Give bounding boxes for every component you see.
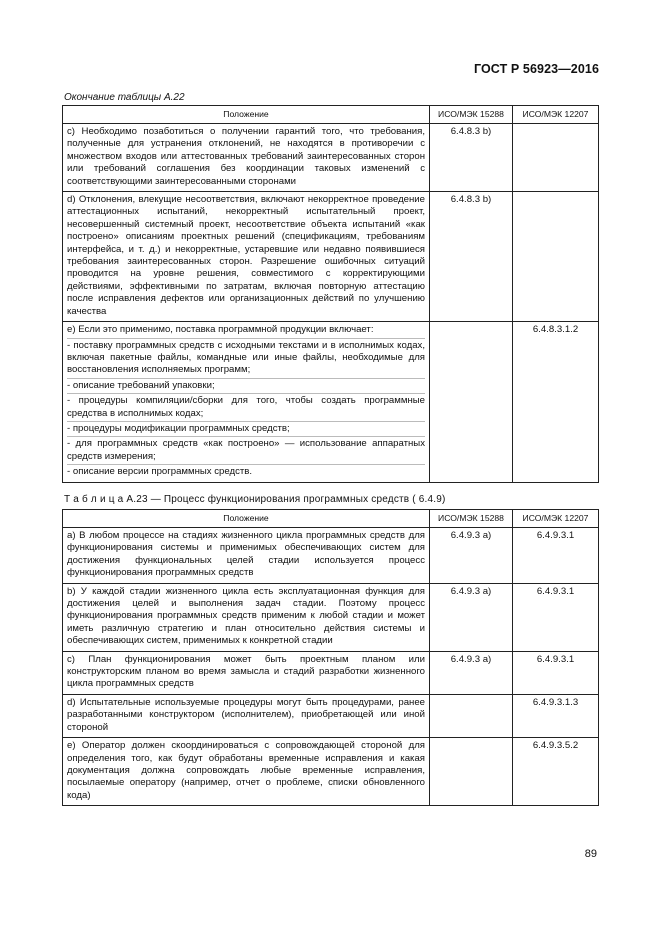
list-item: - описание требований упаковки; xyxy=(67,378,425,392)
iso15288-cell: 6.4.8.3 b) xyxy=(430,192,513,322)
iso12207-cell: 6.4.9.3.1 xyxy=(513,528,599,584)
position-cell: а) В любом процессе на стадиях жизненного цикла программных средств для функционирования системы и применимых обеспечивающих систем для достижения функциональных целей стадии используется процесс функционирования программных средств xyxy=(63,528,430,584)
iso15288-cell xyxy=(430,694,513,737)
position-cell: d) Испытательные используемые процедуры могут быть процедурами, ранее разработанными конструктором (исполнителем), приобретающей или иной стороной xyxy=(63,694,430,737)
column-header-iso12207: ИСО/МЭК 12207 xyxy=(513,106,599,124)
list-item: - процедуры компиляции/сборки для того, чтобы создать программные средства в исполнимых кодах; xyxy=(67,395,425,419)
iso15288-cell: 6.4.8.3 b) xyxy=(430,124,513,192)
table-header-row xyxy=(63,106,599,124)
column-header-iso15288: ИСО/МЭК 15288 xyxy=(430,510,513,528)
standard-code: ГОСТ Р 56923—2016 xyxy=(473,62,599,76)
iso12207-cell xyxy=(513,192,599,322)
table-a23-caption: Т а б л и ц а А.23 — Процесс функционирования программных средств ( 6.4.9) xyxy=(64,494,446,505)
table-a22 xyxy=(62,105,599,483)
position-cell xyxy=(63,322,430,482)
table-row xyxy=(63,192,599,322)
position-cell: d) Отклонения, влекущие несоответствия, включают некорректное проведение аттестационных испытаний, некорректный испытательный проект, несовершенный системный проект, несоответствие объекта испытаний «как построено» описаниям проектных решений (спецификациям, требованиям интерфейса, и т. д.) и некорректные, устаревшие или недавно появившиеся требования заинтересованных сторон. Разрешение ошибочных ситуаций проводится на уровне решения, совместимого с корректирующими действиями, эффективными по затратам, включая повторную аттестацию после исправления дефектов или организационных действий по улучшению качества xyxy=(63,192,430,322)
iso15288-cell: 6.4.9.3 a) xyxy=(430,651,513,694)
position-cell: е) Оператор должен скоординироваться с сопровождающей стороной для определения того, как будут обработаны временные исправления и какая документация должна сопровождать любые временные исправления, посылаемые оператору (например, отчет о проблеме, списки обновленного кода) xyxy=(63,738,430,806)
table-row xyxy=(63,124,599,192)
list-item: - для программных средств «как построено» — использование аппаратных средств измерения; xyxy=(67,438,425,462)
position-cell: с) План функционирования может быть проектным планом или конструкторским планом во время замысла и стадий разработки жизненного цикла программных средств xyxy=(63,651,430,694)
column-header-position: Положение xyxy=(63,510,430,528)
list-item: - описание версии программных средств. xyxy=(67,464,425,478)
position-cell: с) Необходимо позаботиться о получении гарантий того, что требования, полученные для устранения отклонений, не находятся в противоречии с множеством входов или аттестованных требований заинтересованных сторон или требований соглашения без координации таковых изменений с соответствующими заинтересованными сторонами xyxy=(63,124,430,192)
iso12207-cell xyxy=(513,124,599,192)
list-item: - поставку программных средств с исходными текстами и в исполнимых кодах, включая пакетные файлы, командные или иные файлы, необходимые для восстановления исполняемых программ; xyxy=(67,339,425,376)
iso15288-cell: 6.4.9.3 a) xyxy=(430,528,513,584)
iso15288-cell xyxy=(430,322,513,482)
iso12207-cell: 6.4.9.3.1.3 xyxy=(513,694,599,737)
page-number: 89 xyxy=(584,848,597,860)
iso15288-cell: 6.4.9.3 a) xyxy=(430,583,513,651)
table-row xyxy=(63,738,599,806)
table-header-row xyxy=(63,510,599,528)
item-intro: е) Если это применимо, поставка программной продукции включает: xyxy=(67,324,374,336)
iso12207-cell: 6.4.8.3.1.2 xyxy=(513,322,599,482)
column-header-iso15288: ИСО/МЭК 15288 xyxy=(430,106,513,124)
iso12207-cell: 6.4.9.3.1 xyxy=(513,583,599,651)
table-a23 xyxy=(62,509,599,806)
column-header-iso12207: ИСО/МЭК 12207 xyxy=(513,510,599,528)
iso12207-cell: 6.4.9.3.5.2 xyxy=(513,738,599,806)
table-row xyxy=(63,528,599,584)
table-row xyxy=(63,651,599,694)
table-row xyxy=(63,583,599,651)
list-item: - процедуры модификации программных средств; xyxy=(67,421,425,435)
iso15288-cell xyxy=(430,738,513,806)
column-header-position: Положение xyxy=(63,106,430,124)
table-row xyxy=(63,694,599,737)
iso12207-cell: 6.4.9.3.1 xyxy=(513,651,599,694)
table-a22-caption: Окончание таблицы А.22 xyxy=(64,92,185,103)
position-cell: b) У каждой стадии жизненного цикла есть эксплуатационная функция для достижения целей и выполнения задач стадии. Поэтому процесс функционирования программных средств применим к любой стадии и может иметь различную стратегию и план относительно действия системы и обеспечивающих систем, применимых к конкретной стадии xyxy=(63,583,430,651)
table-row xyxy=(63,322,599,482)
